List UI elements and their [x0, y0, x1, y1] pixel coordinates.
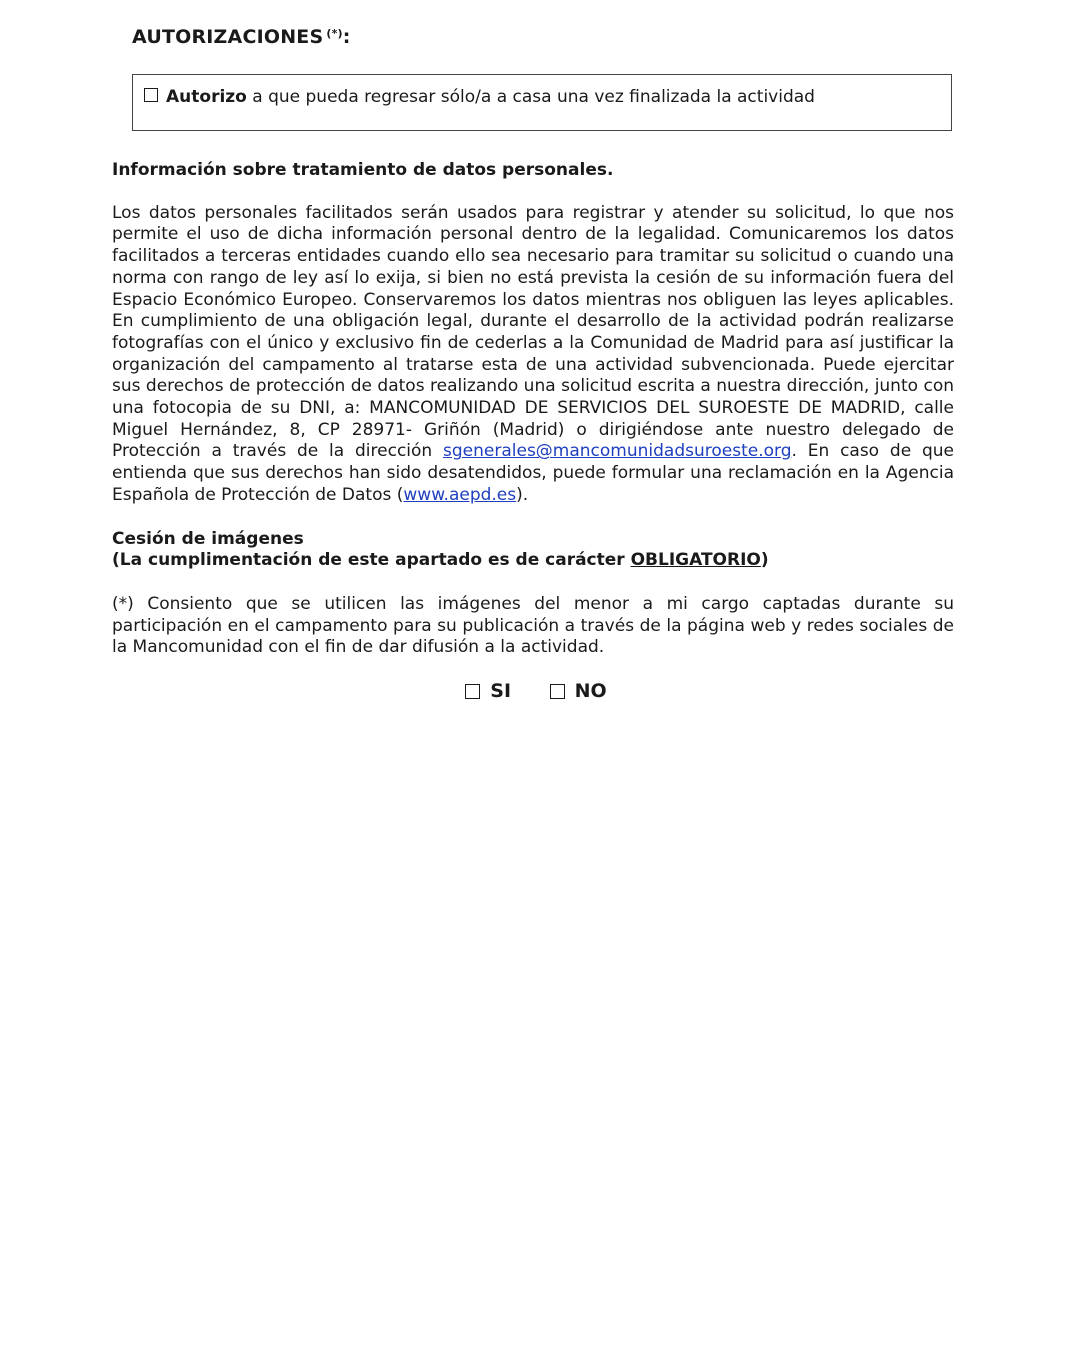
autorizo-label-text: a que pueda regresar sólo/a a casa una vez finalizada la actividad — [252, 87, 815, 107]
privacy-paragraph — [112, 203, 954, 507]
cesion-subheading-before: (La cumplimentación de este apartado es de carácter — [112, 550, 631, 571]
si-checkbox[interactable] — [465, 684, 480, 699]
cesion-obligatorio: OBLIGATORIO — [630, 550, 761, 571]
privacy-text-1: Los datos personales facilitados serán usados para registrar y atender su solicitud, lo que nos permite el uso de dicha información personal dentro de la legalidad. Comunicaremos los datos facilitados a terceras entidades cuando ello sea necesario para tramitar su solicitud o cuando una norma con rango de ley así lo exija, si bien no está prevista la cesión de su información fuera del Espacio Económico Europeo. Conservaremos los datos mientras nos obliguen las leyes aplicables. En cumplimiento de una obligación legal, durante el desarrollo de la actividad podrán realizarse fotografías con el único y exclusivo fin de cederlas a la Comunidad de Madrid para así justificar la organización del campamento al tratarse esta de una actividad subvencionada. Puede ejercitar sus derechos de protección de datos realizando una solicitud escrita a nuestra dirección, junto con una fotocopia de su DNI, a: MANCOMUNIDAD DE SERVICIOS DEL SUROESTE DE MADRID, calle Miguel Hernández, 8, CP 28971- Griñón (Madrid) o dirigiéndose ante nuestro delegado de Protección a través de la dirección — [112, 202, 954, 462]
autorizaciones-title-text: AUTORIZACIONES — [132, 26, 324, 48]
si-label: SI — [490, 680, 512, 703]
autorizo-option — [144, 87, 815, 107]
document-content — [112, 160, 954, 705]
aepd-link[interactable]: www.aepd.es — [403, 484, 517, 505]
cesion-subheading-after: ) — [760, 550, 769, 571]
autorizaciones-marker: (*) — [326, 27, 343, 40]
privacy-text-3: ). — [516, 484, 529, 505]
consent-paragraph: (*) Consiento que se utilicen las imágenes del menor a mi cargo captadas durante su participación en el campamento para su publicación a través de la página web y redes sociales de la Mancomunidad con el fin de dar difusión a la actividad. — [112, 593, 954, 658]
cesion-subheading — [112, 550, 954, 572]
autorizo-label-bold: Autorizo — [166, 87, 247, 107]
no-label: NO — [574, 680, 607, 703]
privacy-text-2: . En caso de que entienda que sus derechos han sido desatendidos, puede formular una reclamación en la Agencia Española de Protección de Datos ( — [112, 441, 954, 505]
autorizo-checkbox[interactable] — [144, 88, 158, 102]
cesion-section — [112, 529, 954, 706]
choice-si[interactable] — [465, 681, 511, 703]
choice-no[interactable] — [550, 681, 607, 703]
autorizaciones-box — [132, 74, 952, 131]
no-checkbox[interactable] — [550, 684, 565, 699]
cesion-heading: Cesión de imágenes — [112, 528, 304, 549]
privacy-heading: Información sobre tratamiento de datos personales. — [112, 160, 614, 180]
email-link[interactable]: sgenerales@mancomunidadsuroeste.org — [443, 441, 792, 462]
autorizaciones-title — [132, 26, 351, 48]
consent-choices — [112, 681, 954, 705]
autorizaciones-colon: : — [342, 26, 351, 48]
